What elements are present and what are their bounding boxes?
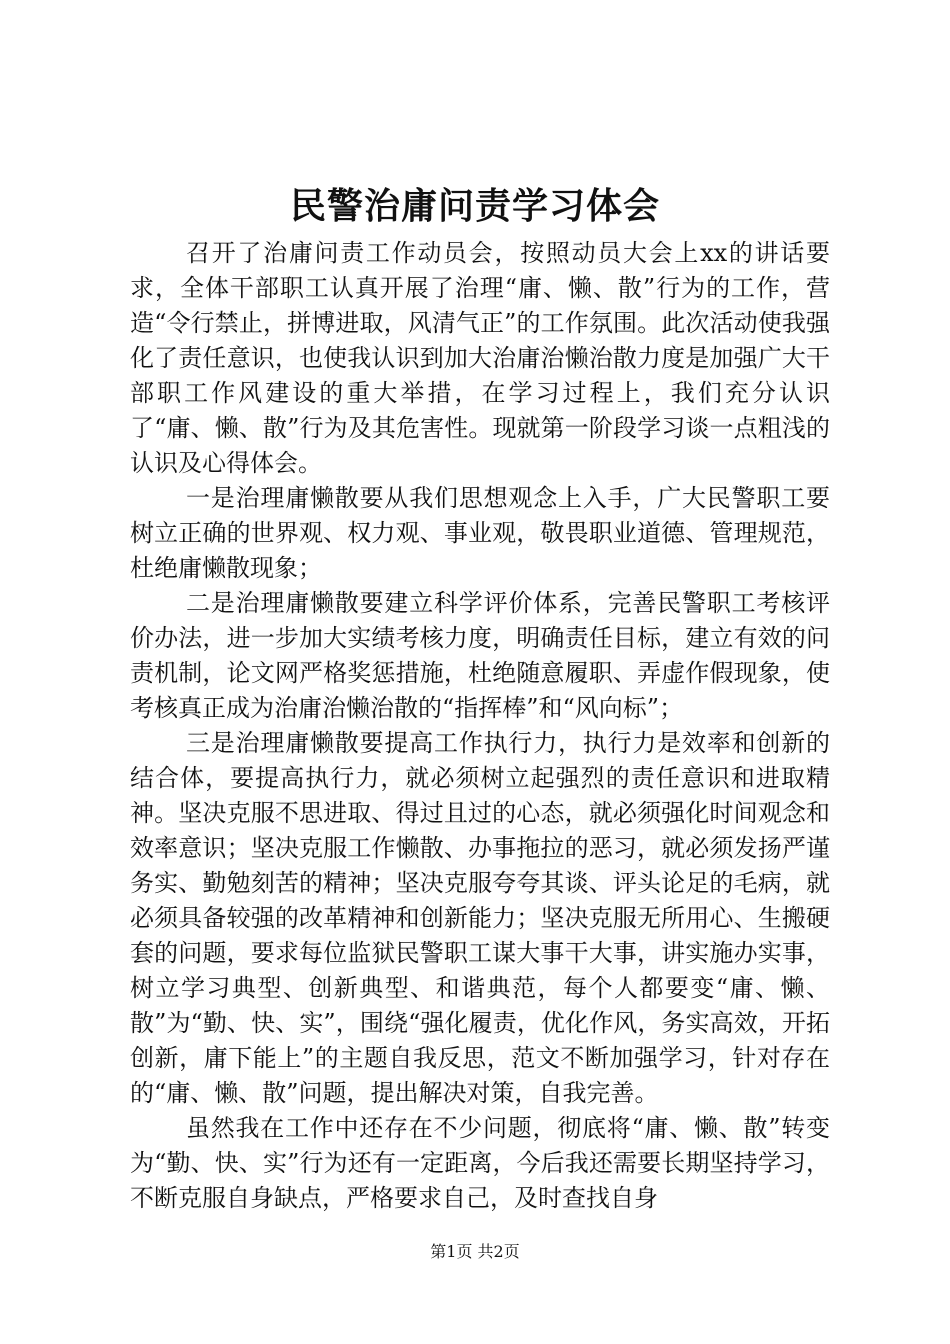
document-title: 民警治庸问责学习体会 [289, 185, 660, 227]
paragraph-point-three: 三是治理庸懒散要提高工作执行力，执行力是效率和创新的结合体，要提高执行力，就必须树立起强烈的责任意识和进取精神。坚决克服不思进取、得过且过的心态，就必须强化时间观念和效率意识；坚决克服工作懒散、办事拖拉的恶习，就必须发扬严谨务实、勤勉刻苦的精神；坚决克服夸夸其谈、评头论足的毛病，就必须具备较强的改革精神和创新能力；坚决克服无所用心、生搬硬套的问题，要求每位监狱民警职工谋大事干大事，讲实施办实事，树立学习典型、创新典型、和谐典范，每个人都要变“庸、懒、散”为“勤、快、实”，围绕“强化履责，优化作风，务实高效，开拓创新，庸下能上”的主题自我反思，范文不断加强学习，针对存在的“庸、懒、散”问题，提出解决对策，自我完善。 [130, 729, 830, 1107]
paragraph-conclusion: 虽然我在工作中还存在不少问题，彻底将“庸、懒、散”转变为“勤、快、实”行为还有一定距离，今后我还需要长期坚持学习，不断克服自身缺点，严格要求自己，及时查找自身 [130, 1114, 830, 1212]
document-body [130, 236, 830, 1216]
paragraph-intro: 召开了治庸问责工作动员会，按照动员大会上xx的讲话要求，全体干部职工认真开展了治理“庸、懒、散”行为的工作，营造“令行禁止，拼博进取，风清气正”的工作氛围。此次活动使我强化了责任意识，也使我认识到加大治庸治懒治散力度是加强广大干部职工作风建设的重大举措，在学习过程上，我们充分认识了“庸、懒、散”行为及其危害性。现就第一阶段学习谈一点粗浅的认识及心得体会。 [130, 239, 830, 477]
paragraph-point-one: 一是治理庸懒散要从我们思想观念上入手，广大民警职工要树立正确的世界观、权力观、事业观，敬畏职业道德、管理规范，杜绝庸懒散现象； [130, 484, 830, 582]
paragraph-point-two: 二是治理庸懒散要建立科学评价体系，完善民警职工考核评价办法，进一步加大实绩考核力度，明确责任目标，建立有效的问责机制，论文网严格奖惩措施，杜绝随意履职、弄虚作假现象，使考核真正成为治庸治懒治散的“指挥棒”和“风向标”； [130, 589, 830, 722]
page-number-footer: 第1页 共2页 [430, 1242, 520, 1261]
